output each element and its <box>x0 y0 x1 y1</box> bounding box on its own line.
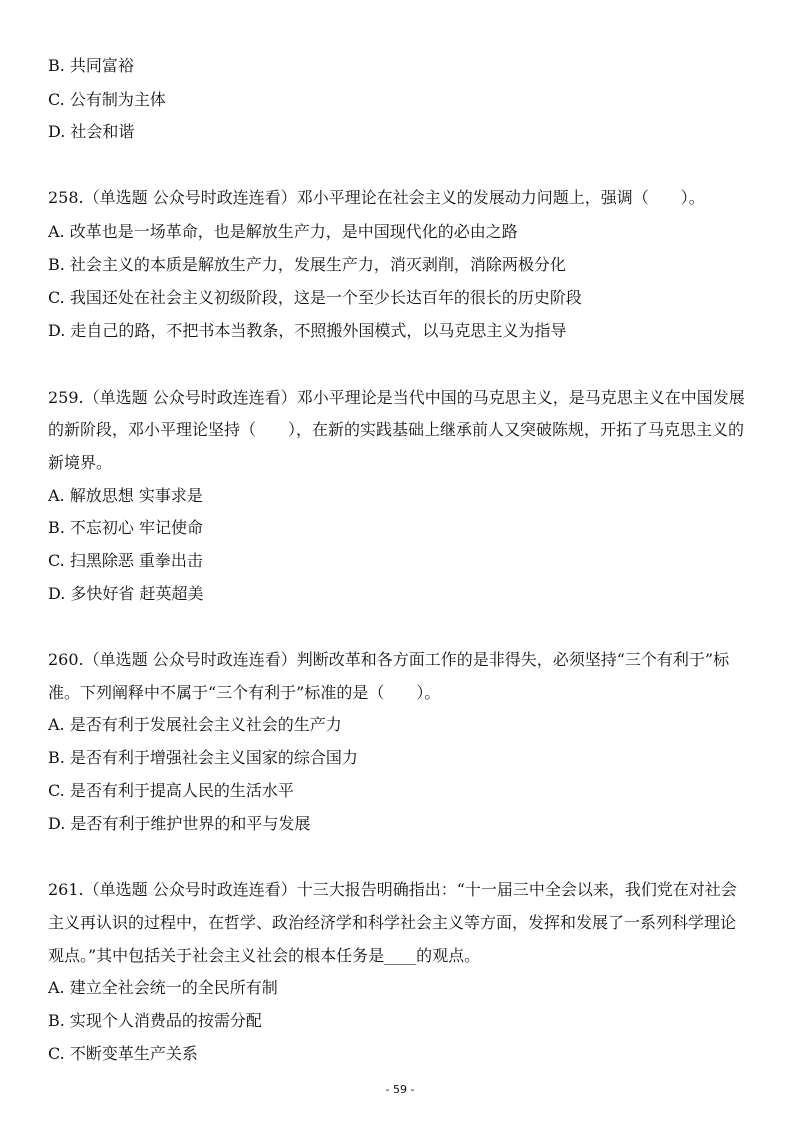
question-259-text-line1: 259.（单选题 公众号时政连连看）邓小平理论是当代中国的马克思主义，是马克思主义在中国发展 <box>48 388 745 407</box>
question-258-option-d: D. 走自己的路，不把书本当教条，不照搬外国模式，以马克思主义为指导 <box>48 321 567 340</box>
question-258-option-b: B. 社会主义的本质是解放生产力，发展生产力，消灭剥削，消除两极分化 <box>48 255 566 274</box>
question-258-option-c: C. 我国还处在社会主义初级阶段，这是一个至少长达百年的很长的历史阶段 <box>48 288 582 307</box>
question-259-option-d: D. 多快好省 赶英超美 <box>48 584 204 603</box>
question-260-option-b: B. 是否有利于增强社会主义国家的综合国力 <box>48 748 358 767</box>
option-c-prev: C. 公有制为主体 <box>48 90 166 109</box>
question-260-option-a: A. 是否有利于发展社会主义社会的生产力 <box>48 715 342 734</box>
question-258-option-a: A. 改革也是一场革命，也是解放生产力，是中国现代化的必由之路 <box>48 222 518 241</box>
question-258-text: 258.（单选题 公众号时政连连看）邓小平理论在社会主义的发展动力问题上，强调（ ）。 <box>48 188 705 207</box>
question-260-text-line2: 准。下列阐释中不属于“三个有利于”标准的是（ ）。 <box>48 683 441 702</box>
question-261-option-b: B. 实现个人消费品的按需分配 <box>48 1011 262 1030</box>
question-259-option-a: A. 解放思想 实事求是 <box>48 486 203 505</box>
question-261-option-a: A. 建立全社会统一的全民所有制 <box>48 978 278 997</box>
option-d-prev: D. 社会和谐 <box>48 122 135 141</box>
option-b-prev: B. 共同富裕 <box>48 56 134 75</box>
question-260-text-line1: 260.（单选题 公众号时政连连看）判断改革和各方面工作的是非得失，必须坚持“三个有利于”标 <box>48 650 730 669</box>
question-259-option-c: C. 扫黑除恶 重拳出击 <box>48 551 203 570</box>
question-261-text-line2: 主义再认识的过程中，在哲学、政治经济学和科学社会主义等方面，发挥和发展了一系列科学理论 <box>48 913 737 932</box>
question-259-text-line3: 新境界。 <box>48 453 113 472</box>
question-261-option-c: C. 不断变革生产关系 <box>48 1044 198 1063</box>
question-261-text-line3: 观点。”其中包括关于社会主义社会的根本任务是____的观点。 <box>48 946 481 965</box>
question-259-text-line2: 的新阶段，邓小平理论坚持（ ），在新的实践基础上继承前人又突破陈规，开拓了马克思主义的 <box>48 420 745 439</box>
question-260-option-d: D. 是否有利于维护世界的和平与发展 <box>48 814 311 833</box>
page-number: - 59 - <box>385 1083 415 1096</box>
question-259-option-b: B. 不忘初心 牢记使命 <box>48 518 204 537</box>
question-260-option-c: C. 是否有利于提高人民的生活水平 <box>48 781 294 800</box>
question-261-text-line1: 261.（单选题 公众号时政连连看）十三大报告明确指出：“十一届三中全会以来，我们党在对社会 <box>48 880 737 899</box>
